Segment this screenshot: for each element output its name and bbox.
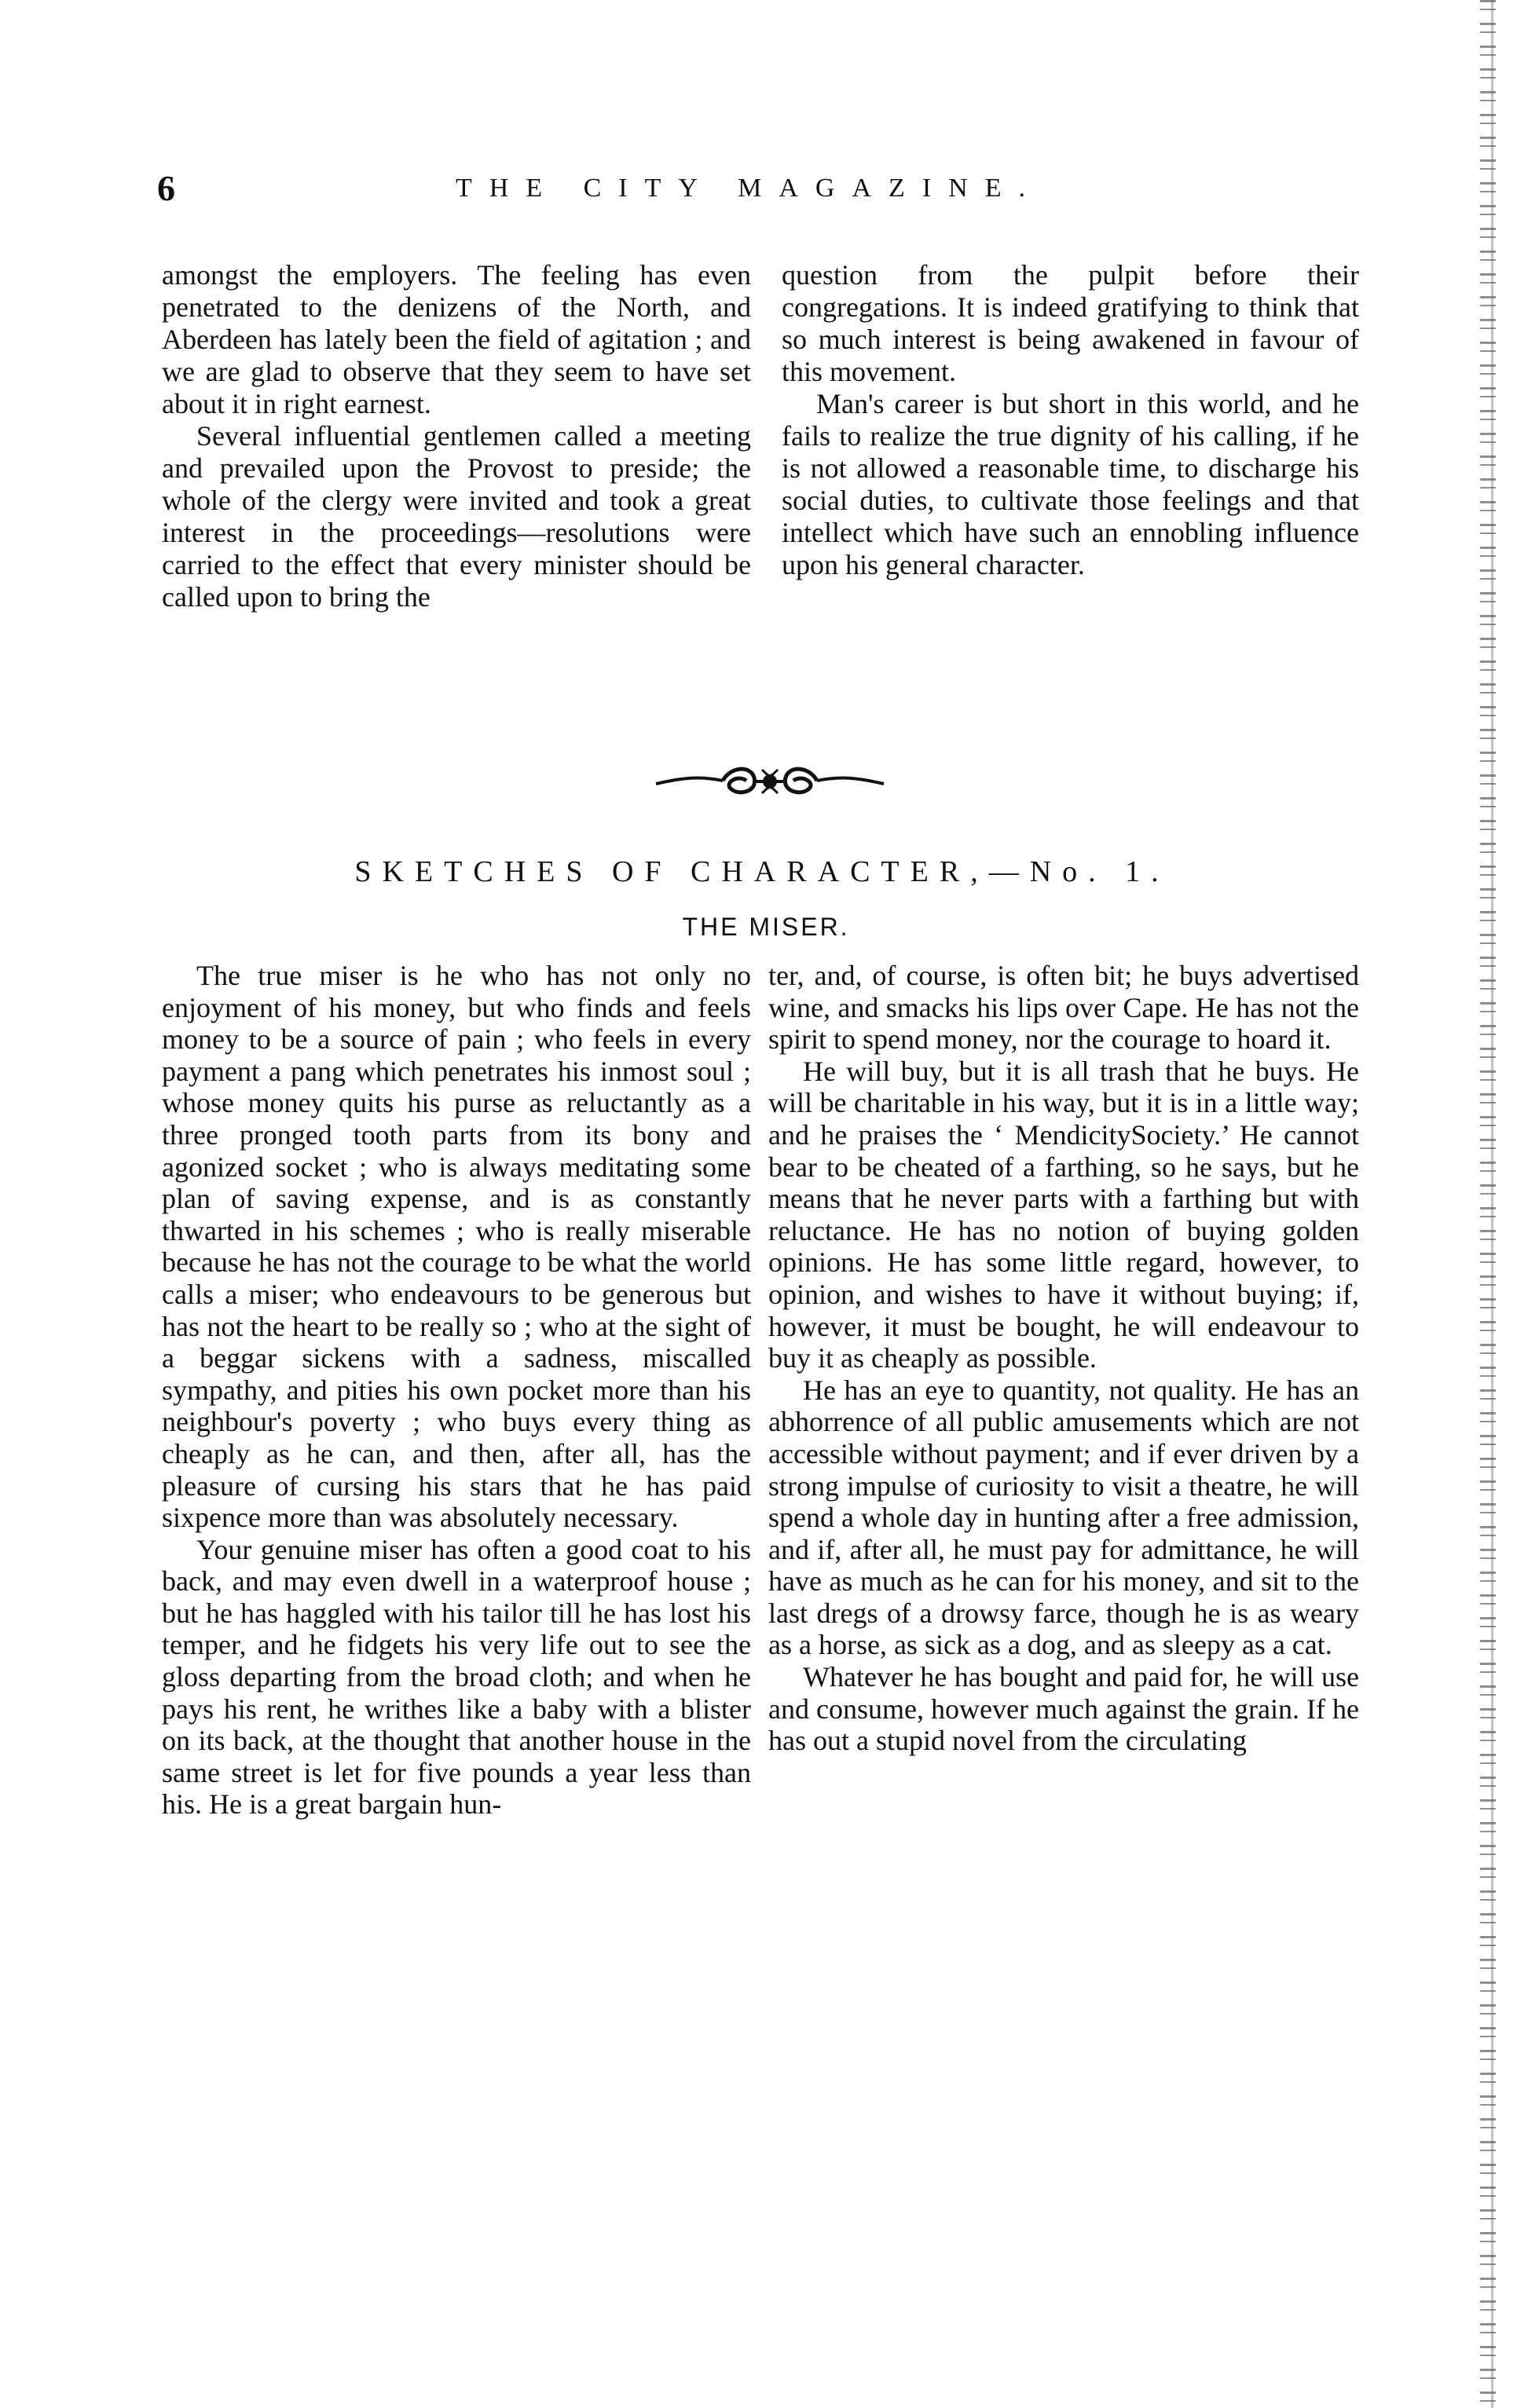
paragraph: The true miser is he who has not only no enjoyment of his money, but who finds and feels money to be a source of pain ; who feels in every payment a pang which penetrates his inmost soul ; whose money quits his purse as reluctantly as a three pronged tooth parts from its bony and agonized socket ; who is always meditating some plan of saving expense, and is as constantly thwarted in his schemes ; who is really miserable because he has not the courage to be what the world calls a miser; who endeavours to be generous but has not the heart to be really so ; who at the sight of a beggar sickens with a sadness, miscalled sympathy, and pities his own pocket more than his neighbour's poverty ; who buys every thing as cheaply as he can, and then, after all, has the pleasure of cursing his stars that he has paid sixpence more than was absolutely necessary.: [162, 960, 751, 1534]
continued-article-right-column: [782, 259, 1359, 581]
scanned-page-edge-line: [1491, 0, 1493, 2408]
miser-article-left-column: [162, 960, 751, 1821]
page-number: 6: [157, 168, 175, 208]
miser-article-right-column: [768, 960, 1359, 1757]
section-title: SKETCHES OF CHARACTER,—No. 1.: [354, 855, 1170, 888]
section-subtitle: THE MISER.: [682, 913, 850, 941]
paragraph: ter, and, of course, is often bit; he buys advertised wine, and smacks his lips over Cape. He has not the spirit to spend money, nor the courage to hoard it.: [768, 960, 1359, 1056]
paragraph: Man's career is but short in this world, and he fails to realize the true dignity of his calling, if he is not allowed a reasonable time, to discharge his social duties, to cultivate those feelings and that intellect which have such an ennobling influence upon his general character.: [782, 388, 1359, 580]
paragraph: Your genuine miser has often a good coat to his back, and may even dwell in a waterproof house ; but he has haggled with his tailor till he has lost his temper, and he fidgets his very life out to see the gloss departing from the broad cloth; and when he pays his rent, he writhes like a baby with a blister on its back, at the thought that another house in the same street is let for five pounds a year less than his. He is a great bargain hun-: [162, 1533, 751, 1821]
paragraph: He has an eye to quantity, not quality. He has an abhorrence of all public amusements which are not accessible without payment; and if ever driven by a strong impulse of curiosity to visit a theatre, he will spend a whole day in hunting after a free admission, and if, after all, he must pay for admittance, he will have as much as he can for his money, and sit to the last dregs of a drowsy farce, though he is as weary as a horse, as sick as a dog, and as sleepy as a cat.: [768, 1374, 1359, 1661]
paragraph: Several influential gentlemen called a meeting and prevailed upon the Provost to preside; the whole of the clergy were invited and took a great interest in the proceedings—resolutions were carried to the effect that every minister should be called upon to bring the: [162, 420, 751, 613]
scanned-page-edge: [1480, 0, 1496, 2408]
paragraph: Whatever he has bought and paid for, he will use and consume, however much against the grain. If he has out a stupid novel from the circulating: [768, 1661, 1359, 1757]
running-head: [157, 165, 1367, 212]
continued-article-left-column: [162, 259, 751, 613]
paragraph: He will buy, but it is all trash that he buys. He will be charitable in his way, but it is in a little way; and he praises the ‘ MendicitySociety.’ He cannot bear to be cheated of a farthing, so he says, but he means that he never parts with a farthing but with reluctance. He has no notion of buying golden opinions. He has some little regard, however, to opinion, and wishes to have it without buying; if, however, it must be bought, he will endeavour to buy it as cheaply as possible.: [768, 1055, 1359, 1374]
paragraph: question from the pulpit before their congregations. It is indeed gratifying to think that so much interest is being awakened in favour of this movement.: [782, 259, 1359, 387]
paragraph: amongst the employers. The feeling has even penetrated to the denizens of the North, and Aberdeen has lately been the field of agitation ; and we are glad to observe that they seem to have set about it in right earnest.: [162, 259, 751, 419]
decorative-ornament-divider: [652, 760, 888, 803]
magazine-title: THE CITY MAGAZINE.: [456, 174, 1042, 203]
